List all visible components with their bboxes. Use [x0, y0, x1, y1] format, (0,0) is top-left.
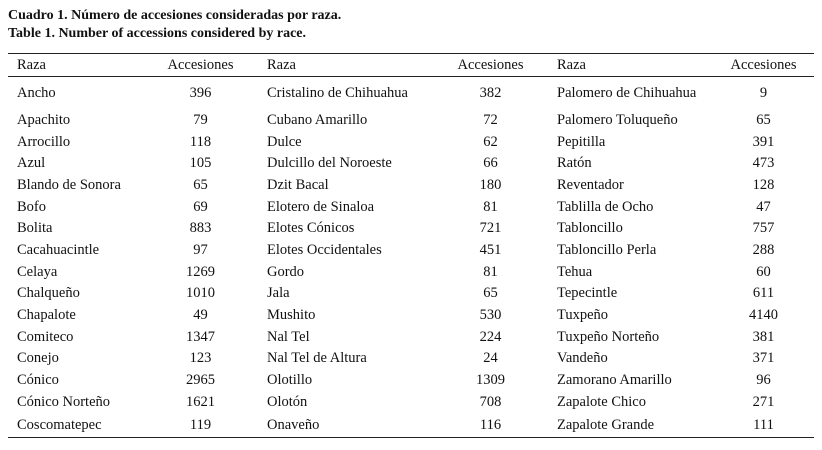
race-cell: Gordo	[267, 263, 305, 280]
accessions-cell: 224	[479, 328, 502, 345]
caption-spanish: Cuadro 1. Número de accesiones consideradas por raza.	[8, 8, 342, 23]
race-cell: Comiteco	[17, 328, 74, 345]
accessions-cell: 81	[483, 263, 498, 280]
race-cell: Ratón	[557, 155, 592, 172]
table-row	[8, 304, 814, 326]
accessions-cell: 1347	[186, 328, 215, 345]
race-cell: Azul	[17, 155, 46, 172]
table-row	[8, 369, 814, 391]
race-cell: Cubano Amarillo	[267, 111, 368, 128]
accessions-cell: 79	[193, 111, 208, 128]
accessions-cell: 9	[759, 85, 768, 101]
accessions-cell: 371	[752, 350, 775, 367]
race-cell: Zapalote Chico	[557, 393, 646, 410]
table-row	[8, 196, 814, 218]
accessions-cell: 66	[483, 155, 498, 172]
table-row	[8, 326, 814, 348]
accessions-cell: 473	[752, 155, 775, 172]
race-cell: Tabloncillo Perla	[557, 241, 657, 258]
accessions-cell: 381	[752, 328, 775, 345]
accessions-cell: 96	[756, 372, 771, 389]
accessions-cell: 382	[479, 85, 502, 101]
accessions-cell: 2965	[186, 372, 215, 389]
table-row	[8, 261, 814, 283]
race-cell: Dzit Bacal	[267, 176, 329, 193]
accessions-cell: 288	[752, 241, 775, 258]
accessions-cell: 62	[483, 133, 498, 150]
accessions-cell: 271	[752, 393, 775, 410]
race-cell: Zapalote Grande	[548, 413, 713, 438]
accessions-cell: 49	[193, 307, 208, 324]
race-cell: Dulcillo del Noroeste	[267, 155, 392, 172]
accessions-cell: 883	[189, 220, 212, 237]
accessions-cell: 611	[752, 285, 775, 302]
caption-english: Table 1. Number of accessions considered by race.	[8, 26, 307, 41]
race-cell: Tuxpeño	[557, 307, 609, 324]
table-caption	[8, 7, 341, 43]
race-cell: Cristalino de Chihuahua	[267, 84, 408, 101]
accessions-cell: 72	[483, 111, 498, 128]
race-cell: Dulce	[267, 133, 302, 150]
header-accesiones: Accesiones	[433, 54, 548, 77]
accessions-cell: 60	[756, 263, 771, 280]
race-cell: Pepitilla	[557, 133, 606, 150]
race-cell: Olotillo	[267, 372, 313, 389]
accessions-cell: 81	[483, 198, 498, 215]
race-cell: Apachito	[17, 111, 71, 128]
race-cell: Arrocillo	[17, 133, 71, 150]
race-cell: Elotero de Sinaloa	[267, 198, 375, 215]
table-row	[8, 77, 814, 110]
accessions-cell: 128	[752, 176, 775, 193]
race-cell: Chapalote	[17, 307, 76, 324]
race-cell: Bofo	[17, 198, 46, 215]
table-row	[8, 131, 814, 153]
header-accesiones: Accesiones	[143, 54, 258, 77]
race-cell: Nal Tel	[267, 328, 310, 345]
race-cell: Onaveño	[258, 413, 433, 438]
race-cell: Cacahuacintle	[17, 241, 100, 258]
accessions-cell: 396	[189, 85, 212, 101]
race-cell: Palomero Toluqueño	[557, 111, 678, 128]
accessions-cell: 708	[479, 393, 502, 410]
accessions-cell: 105	[189, 155, 212, 172]
header-row	[8, 54, 814, 77]
accessions-cell: 1309	[476, 372, 505, 389]
table-row	[8, 391, 814, 413]
race-cell: Mushito	[267, 307, 316, 324]
table-row	[8, 239, 814, 261]
accessions-cell: 4140	[749, 307, 778, 324]
race-cell: Zamorano Amarillo	[557, 372, 672, 389]
race-cell: Tuxpeño Norteño	[557, 328, 660, 345]
accessions-cell: 1621	[186, 393, 215, 410]
race-cell: Tabloncillo	[557, 220, 623, 237]
table-row	[8, 109, 814, 131]
accessions-cell: 451	[479, 241, 502, 258]
header-raza: Raza	[548, 54, 713, 77]
header-raza: Raza	[8, 54, 143, 77]
header-raza: Raza	[258, 54, 433, 77]
accessions-cell: 118	[189, 133, 212, 150]
accessions-table	[8, 53, 814, 438]
accessions-cell: 111	[713, 413, 814, 438]
accessions-cell: 97	[193, 241, 208, 258]
race-cell: Coscomatepec	[8, 413, 143, 438]
accessions-cell: 721	[479, 220, 502, 237]
race-cell: Palomero de Chihuahua	[557, 84, 697, 101]
table-row	[8, 283, 814, 305]
race-cell: Nal Tel de Altura	[267, 350, 367, 367]
header-accesiones: Accesiones	[713, 54, 814, 77]
race-cell: Olotón	[267, 393, 308, 410]
table-row	[8, 174, 814, 196]
accessions-cell: 530	[479, 307, 502, 324]
race-cell: Elotes Occidentales	[267, 241, 382, 258]
race-cell: Blando de Sonora	[17, 176, 121, 193]
race-cell: Celaya	[17, 263, 58, 280]
table-row	[8, 217, 814, 239]
race-cell: Reventador	[557, 176, 624, 193]
accessions-cell: 116	[433, 413, 548, 438]
race-cell: Elotes Cónicos	[267, 220, 355, 237]
race-cell: Tepecintle	[557, 285, 618, 302]
table-row	[8, 348, 814, 370]
accessions-cell: 391	[752, 133, 775, 150]
accessions-cell: 1010	[186, 285, 215, 302]
accessions-cell: 65	[193, 176, 208, 193]
race-cell: Tehua	[557, 263, 593, 280]
table-row	[8, 413, 814, 438]
accessions-cell: 69	[193, 198, 208, 215]
accessions-cell: 180	[479, 176, 502, 193]
race-cell: Bolita	[17, 220, 53, 237]
accessions-cell: 65	[483, 285, 498, 302]
race-cell: Cónico	[17, 372, 59, 389]
accessions-cell: 119	[143, 413, 258, 438]
race-cell: Tablilla de Ocho	[557, 198, 654, 215]
race-cell: Vandeño	[557, 350, 608, 367]
accessions-cell: 1269	[186, 263, 215, 280]
race-cell: Cónico Norteño	[17, 393, 111, 410]
race-cell: Conejo	[17, 350, 59, 367]
accessions-cell: 123	[189, 350, 212, 367]
accessions-cell: 47	[756, 198, 771, 215]
accessions-cell: 65	[756, 111, 771, 128]
table-row	[8, 152, 814, 174]
race-cell: Ancho	[17, 84, 56, 101]
accessions-cell: 757	[752, 220, 775, 237]
race-cell: Chalqueño	[17, 285, 80, 302]
race-cell: Jala	[267, 285, 290, 302]
accessions-cell: 24	[483, 350, 498, 367]
